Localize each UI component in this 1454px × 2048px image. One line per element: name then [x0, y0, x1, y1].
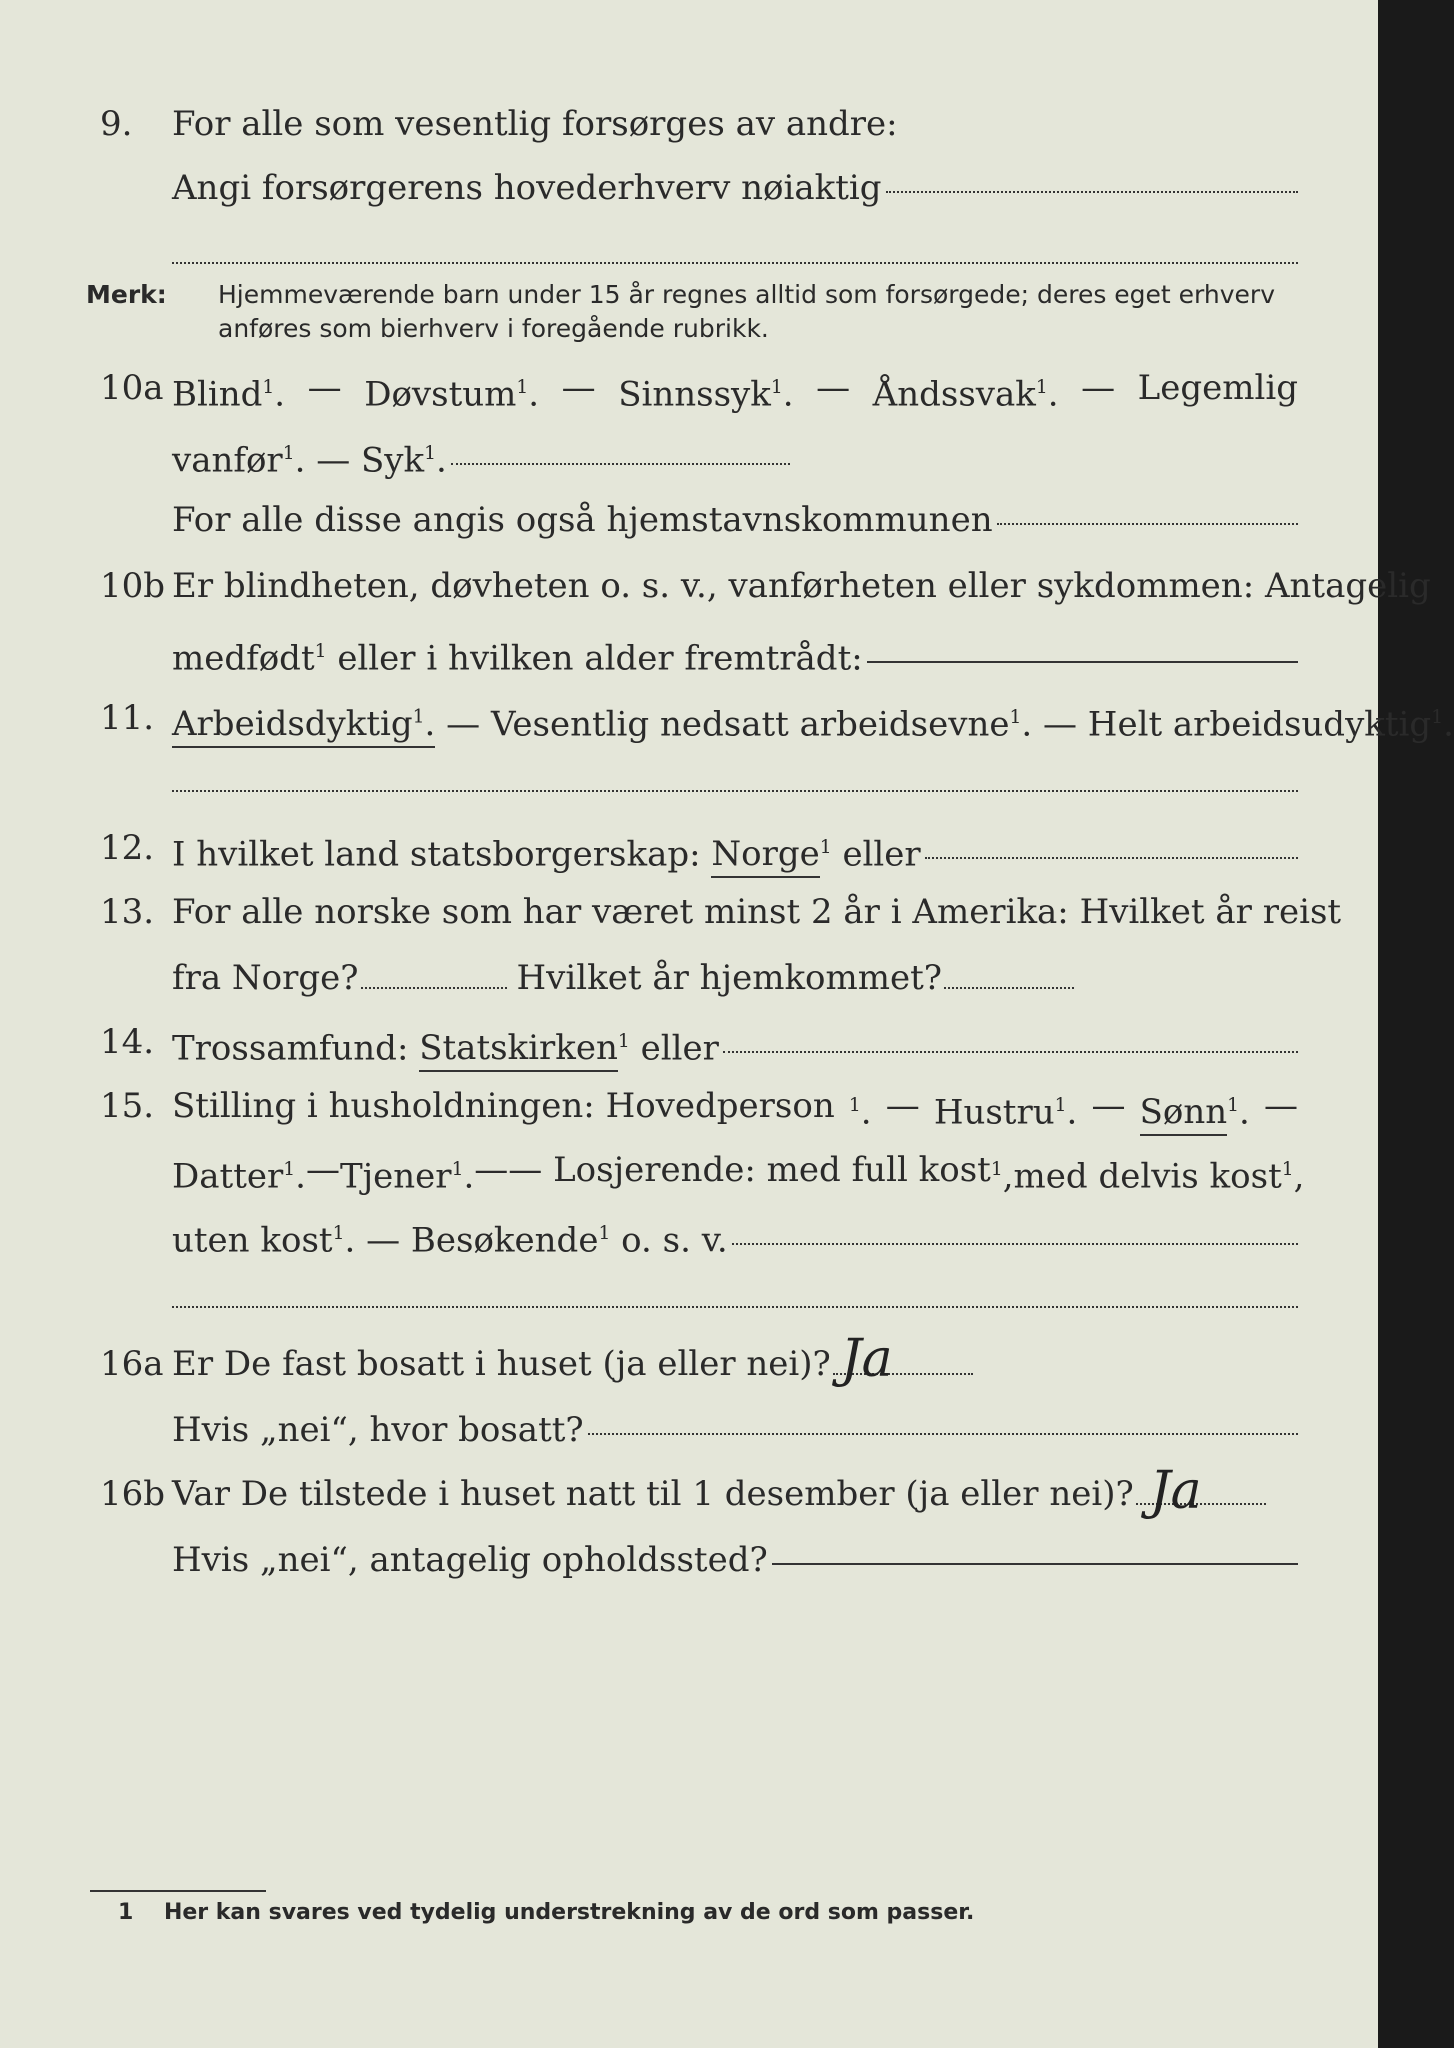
q10a-kommune-field[interactable]: For alle disse angis også hjemstavnskommunen	[172, 500, 1298, 540]
q10b-text: Er blindheten, døvheten o. s. v., vanførheten eller sykdommen: Antagelig	[172, 566, 1431, 606]
q10a-options: Blind$^1$. — Døvstum$^1$. — Sinnssyk$^1$. — Åndssvak$^1$. — Legemlig	[172, 368, 1298, 415]
footnote: 1 Her kan svares ved tydelig understrekning av de ord som passer.	[118, 1900, 975, 1925]
q11-number: 11.	[100, 698, 155, 738]
q16a-bosatt-field[interactable]: Hvis „nei“, hvor bosatt?	[172, 1410, 1298, 1450]
q15-option-sonn[interactable]: Sønn	[1140, 1092, 1228, 1136]
q13-number: 13.	[100, 892, 155, 932]
q10a-syk-field[interactable]: vanfør$^1$. — Syk$^1$.	[172, 434, 790, 480]
q16a-answer: Ja	[840, 1329, 893, 1389]
q11-answer-line[interactable]	[172, 790, 1298, 792]
q10b-field[interactable]: medfødt$^1$ eller i hvilken alder fremtrådt:	[172, 632, 1298, 678]
q9-number: 9.	[100, 104, 133, 144]
q15-field[interactable]: uten kost$^1$. — Besøkende$^1$ o. s. v.	[172, 1214, 1298, 1260]
q9-subtext: Angi forsørgerens hovederhverv nøiaktig	[172, 168, 882, 208]
q11-option-arbeidsdyktig[interactable]: Arbeidsdyktig$^1$.	[172, 704, 435, 748]
q13-text: For alle norske som har været minst 2 år i Amerika: Hvilket år reist	[172, 892, 1342, 932]
q14-field[interactable]: Trossamfund: Statskirken$^1$ eller	[172, 1022, 1298, 1068]
q12-option-norge[interactable]: Norge	[711, 834, 819, 878]
q16b-answer: Ja	[1149, 1461, 1202, 1521]
q14-number: 14.	[100, 1022, 155, 1062]
q16a-number: 16a	[100, 1344, 164, 1384]
q12-number: 12.	[100, 828, 155, 868]
q16b-opphold-field[interactable]: Hvis „nei“, antagelig opholdssted?	[172, 1540, 1298, 1580]
q11-text: Arbeidsdyktig$^1$. — Vesentlig nedsatt arbeidsevne$^1$. — Helt arbeidsudyktig$^1$.	[172, 698, 1454, 744]
merk-label: Merk:	[86, 280, 167, 309]
q14-option-statskirken[interactable]: Statskirken	[419, 1028, 618, 1072]
q10a-number: 10a	[100, 368, 164, 408]
q15-line1: Stilling i husholdningen: Hovedperson $^1$. — Hustru$^1$. — Sønn$^1$. —	[172, 1086, 1298, 1132]
q9-field[interactable]	[172, 168, 1298, 208]
q13-fields[interactable]: fra Norge? Hvilket år hjemkommet?	[172, 958, 1074, 998]
q10b-number: 10b	[100, 566, 166, 606]
footnote-rule	[90, 1890, 266, 1892]
q16b-number: 16b	[100, 1474, 166, 1514]
q16a-field[interactable]: Er De fast bosatt i huset (ja eller nei)? Ja	[172, 1344, 973, 1384]
merk-text: Hjemmeværende barn under 15 år regnes alltid som forsørgede; deres eget erhverv anføres som bierhverv i foregående rubrikk.	[218, 280, 1275, 343]
divider	[172, 262, 1298, 264]
q12-field[interactable]: I hvilket land statsborgerskap: Norge$^1$ eller	[172, 828, 1298, 874]
q15-number: 15.	[100, 1086, 155, 1126]
q15-answer-line[interactable]	[172, 1306, 1298, 1308]
q15-line2: Datter$^1$. — Tjener$^1$. — — Losjerende: med full kost $^1$, med delvis kost$^1$,	[172, 1150, 1305, 1197]
q9-text: For alle som vesentlig forsørges av andre:	[172, 104, 898, 144]
q16b-field[interactable]: Var De tilstede i huset natt til 1 desember (ja eller nei)? Ja	[172, 1474, 1266, 1514]
